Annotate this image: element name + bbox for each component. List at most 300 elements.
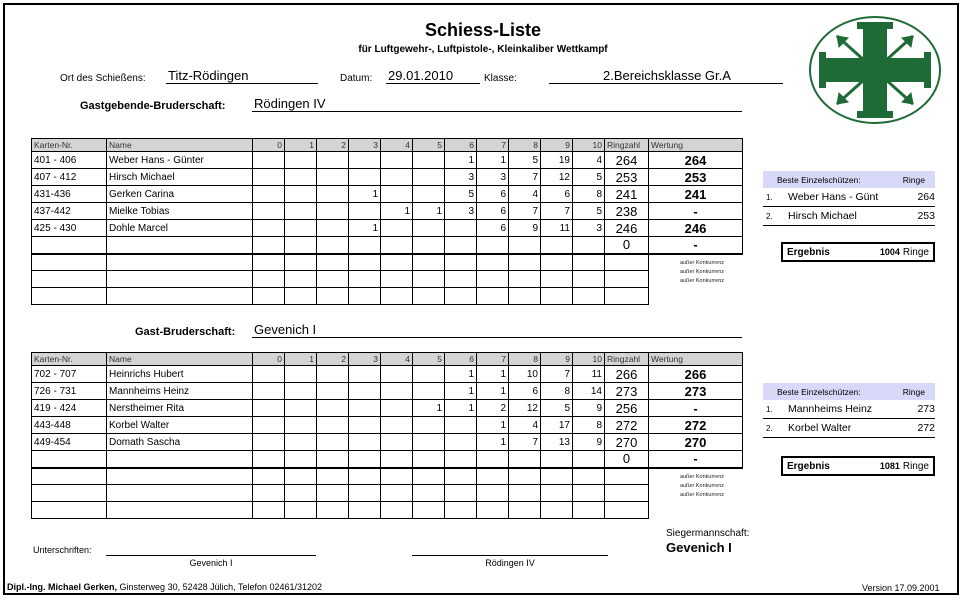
karten-nr-cell[interactable]: 449-454 bbox=[32, 434, 107, 451]
extra-row bbox=[32, 288, 743, 305]
ring-count-cell[interactable] bbox=[349, 152, 381, 169]
ring-count-cell[interactable] bbox=[413, 451, 445, 468]
ring-count-cell[interactable] bbox=[253, 186, 285, 203]
ring-count-cell[interactable]: 6 bbox=[477, 186, 509, 203]
empty-cell[interactable] bbox=[445, 502, 477, 519]
empty-cell[interactable] bbox=[32, 254, 107, 271]
best-entry: 1. Weber Hans - Günt 264 bbox=[763, 188, 935, 207]
ringzahl-cell: 238 bbox=[605, 203, 649, 220]
ring-count-cell[interactable]: 12 bbox=[509, 400, 541, 417]
ring-count-cell[interactable]: 3 bbox=[445, 203, 477, 220]
ring-count-cell[interactable] bbox=[477, 237, 509, 254]
ring-count-cell[interactable]: 3 bbox=[445, 169, 477, 186]
empty-cell[interactable] bbox=[349, 288, 381, 305]
wertung-cell: - bbox=[649, 237, 743, 254]
empty-cell[interactable] bbox=[317, 254, 349, 271]
ausser-konkurrenz-note: außer Konkurrenz außer Konkurrenz außer Konkurrenz bbox=[679, 474, 725, 498]
empty-cell[interactable] bbox=[605, 288, 649, 305]
team1-best-shooters bbox=[763, 171, 935, 226]
extra-row bbox=[32, 254, 743, 271]
empty-cell[interactable] bbox=[317, 485, 349, 502]
ring-count-cell[interactable]: 3 bbox=[573, 220, 605, 237]
empty-cell[interactable] bbox=[509, 502, 541, 519]
team1-name-field[interactable]: Rödingen IV bbox=[252, 96, 742, 112]
ring-count-cell[interactable] bbox=[253, 237, 285, 254]
ring-count-cell[interactable] bbox=[445, 417, 477, 434]
ring-count-cell[interactable] bbox=[509, 237, 541, 254]
table-row bbox=[32, 434, 743, 451]
ring-count-cell[interactable]: 7 bbox=[509, 169, 541, 186]
ring-count-cell[interactable]: 5 bbox=[445, 186, 477, 203]
empty-cell[interactable] bbox=[253, 288, 285, 305]
ring-count-cell[interactable] bbox=[285, 203, 317, 220]
ringzahl-cell: 253 bbox=[605, 169, 649, 186]
ring-count-cell[interactable] bbox=[381, 366, 413, 383]
wertung-cell: 270 bbox=[649, 434, 743, 451]
empty-cell[interactable] bbox=[285, 468, 317, 485]
empty-cell[interactable] bbox=[107, 288, 253, 305]
ring-count-cell[interactable]: 5 bbox=[573, 169, 605, 186]
ring-count-cell[interactable] bbox=[349, 400, 381, 417]
klasse-field[interactable]: 2.Bereichsklasse Gr.A bbox=[549, 68, 783, 84]
wertung-cell: - bbox=[649, 400, 743, 417]
ring-count-cell[interactable]: 5 bbox=[541, 400, 573, 417]
ring-count-cell[interactable] bbox=[317, 220, 349, 237]
empty-cell[interactable] bbox=[509, 485, 541, 502]
empty-cell[interactable] bbox=[381, 468, 413, 485]
empty-cell[interactable] bbox=[541, 288, 573, 305]
ring-count-cell[interactable] bbox=[285, 451, 317, 468]
ring-count-cell[interactable]: 1 bbox=[445, 383, 477, 400]
empty-cell[interactable] bbox=[477, 271, 509, 288]
ring-count-cell[interactable]: 6 bbox=[509, 383, 541, 400]
ring-count-cell[interactable] bbox=[317, 169, 349, 186]
ring-count-cell[interactable]: 13 bbox=[541, 434, 573, 451]
empty-cell[interactable] bbox=[413, 254, 445, 271]
empty-cell[interactable] bbox=[445, 288, 477, 305]
ring-count-cell[interactable] bbox=[573, 237, 605, 254]
ring-count-cell[interactable] bbox=[253, 451, 285, 468]
ring-count-cell[interactable] bbox=[381, 220, 413, 237]
empty-cell[interactable] bbox=[541, 502, 573, 519]
empty-cell[interactable] bbox=[381, 485, 413, 502]
wertung-cell: 266 bbox=[649, 366, 743, 383]
empty-cell[interactable] bbox=[32, 271, 107, 288]
empty-cell[interactable] bbox=[285, 288, 317, 305]
page-title: Schiess-Liste bbox=[424, 20, 542, 40]
ring-count-cell[interactable] bbox=[253, 366, 285, 383]
footer-address: Ginsterweg 30, 52428 Jülich, Telefon 02461/31202 bbox=[119, 582, 323, 592]
column-header: Ringzahl bbox=[605, 353, 649, 366]
ring-count-cell[interactable] bbox=[253, 152, 285, 169]
name-cell[interactable]: Domath Sascha bbox=[107, 434, 253, 451]
ring-count-cell[interactable] bbox=[285, 366, 317, 383]
empty-cell[interactable] bbox=[477, 502, 509, 519]
name-cell[interactable]: Heinrichs Hubert bbox=[107, 366, 253, 383]
karten-nr-cell[interactable] bbox=[32, 451, 107, 468]
karten-nr-cell[interactable]: 401 - 406 bbox=[32, 152, 107, 169]
column-header: Karten-Nr. bbox=[32, 353, 107, 366]
ring-count-cell[interactable] bbox=[381, 417, 413, 434]
team2-score-table bbox=[31, 352, 743, 519]
karten-nr-cell[interactable]: 407 - 412 bbox=[32, 169, 107, 186]
ring-count-cell[interactable] bbox=[285, 152, 317, 169]
column-header: 4 bbox=[381, 353, 413, 366]
karten-nr-cell[interactable]: 702 - 707 bbox=[32, 366, 107, 383]
ring-count-cell[interactable] bbox=[413, 417, 445, 434]
column-header: 2 bbox=[317, 139, 349, 152]
empty-cell[interactable] bbox=[509, 254, 541, 271]
ring-count-cell[interactable]: 1 bbox=[477, 383, 509, 400]
empty-cell[interactable] bbox=[381, 502, 413, 519]
empty-cell[interactable] bbox=[107, 271, 253, 288]
ring-count-cell[interactable]: 1 bbox=[445, 400, 477, 417]
ring-count-cell[interactable] bbox=[317, 237, 349, 254]
ring-count-cell[interactable]: 7 bbox=[541, 203, 573, 220]
karten-nr-cell[interactable]: 443-448 bbox=[32, 417, 107, 434]
empty-cell[interactable] bbox=[32, 288, 107, 305]
column-header: 5 bbox=[413, 353, 445, 366]
ring-count-cell[interactable]: 8 bbox=[573, 186, 605, 203]
empty-cell[interactable] bbox=[107, 254, 253, 271]
name-cell[interactable] bbox=[107, 451, 253, 468]
empty-cell[interactable] bbox=[253, 468, 285, 485]
empty-cell[interactable] bbox=[445, 254, 477, 271]
ringzahl-cell: 256 bbox=[605, 400, 649, 417]
ring-count-cell[interactable] bbox=[413, 152, 445, 169]
ring-count-cell[interactable] bbox=[317, 417, 349, 434]
empty-cell[interactable] bbox=[605, 254, 649, 271]
empty-cell[interactable] bbox=[349, 502, 381, 519]
empty-cell[interactable] bbox=[32, 468, 107, 485]
empty-cell[interactable] bbox=[445, 271, 477, 288]
ringzahl-cell: 272 bbox=[605, 417, 649, 434]
ring-count-cell[interactable] bbox=[413, 237, 445, 254]
team2-name-field[interactable]: Gevenich I bbox=[252, 322, 742, 338]
empty-cell[interactable] bbox=[605, 468, 649, 485]
ring-count-cell[interactable] bbox=[445, 237, 477, 254]
empty-cell[interactable] bbox=[317, 468, 349, 485]
empty-cell[interactable] bbox=[317, 288, 349, 305]
ring-count-cell[interactable]: 9 bbox=[573, 400, 605, 417]
ring-count-cell[interactable] bbox=[349, 237, 381, 254]
ring-count-cell[interactable]: 6 bbox=[477, 220, 509, 237]
ring-count-cell[interactable] bbox=[349, 417, 381, 434]
ring-count-cell[interactable] bbox=[253, 203, 285, 220]
column-header: 5 bbox=[413, 139, 445, 152]
empty-cell[interactable] bbox=[317, 271, 349, 288]
empty-cell[interactable] bbox=[477, 468, 509, 485]
ring-count-cell[interactable] bbox=[285, 434, 317, 451]
empty-cell[interactable] bbox=[605, 271, 649, 288]
empty-cell bbox=[649, 288, 743, 305]
best-header: Beste Einzelschützen: Ringe bbox=[763, 171, 935, 188]
ring-count-cell[interactable] bbox=[317, 400, 349, 417]
best-entry: 2. Hirsch Michael 253 bbox=[763, 207, 935, 226]
ring-count-cell[interactable] bbox=[413, 383, 445, 400]
ring-count-cell[interactable] bbox=[349, 383, 381, 400]
table-row bbox=[32, 203, 743, 220]
ringzahl-cell: 0 bbox=[605, 237, 649, 254]
ringzahl-cell: 270 bbox=[605, 434, 649, 451]
ring-count-cell[interactable] bbox=[413, 169, 445, 186]
ring-count-cell[interactable] bbox=[285, 400, 317, 417]
empty-cell[interactable] bbox=[107, 485, 253, 502]
empty-cell[interactable] bbox=[253, 254, 285, 271]
karten-nr-cell[interactable]: 425 - 430 bbox=[32, 220, 107, 237]
ring-count-cell[interactable]: 2 bbox=[477, 400, 509, 417]
wertung-cell: 241 bbox=[649, 186, 743, 203]
ring-count-cell[interactable] bbox=[285, 169, 317, 186]
ring-count-cell[interactable]: 1 bbox=[349, 186, 381, 203]
karten-nr-cell[interactable]: 437-442 bbox=[32, 203, 107, 220]
ring-count-cell[interactable]: 14 bbox=[573, 383, 605, 400]
wertung-cell: 253 bbox=[649, 169, 743, 186]
ring-count-cell[interactable]: 5 bbox=[509, 152, 541, 169]
ring-count-cell[interactable]: 7 bbox=[509, 203, 541, 220]
ring-count-cell[interactable]: 17 bbox=[541, 417, 573, 434]
ring-count-cell[interactable]: 6 bbox=[477, 203, 509, 220]
ring-count-cell[interactable] bbox=[381, 237, 413, 254]
ring-count-cell[interactable] bbox=[413, 220, 445, 237]
ring-count-cell[interactable] bbox=[317, 451, 349, 468]
ring-count-cell[interactable] bbox=[253, 169, 285, 186]
empty-cell[interactable] bbox=[573, 485, 605, 502]
ring-count-cell[interactable]: 3 bbox=[477, 169, 509, 186]
ring-count-cell[interactable]: 7 bbox=[541, 366, 573, 383]
empty-cell[interactable] bbox=[381, 288, 413, 305]
empty-cell[interactable] bbox=[605, 485, 649, 502]
empty-cell[interactable] bbox=[253, 271, 285, 288]
empty-cell[interactable] bbox=[541, 271, 573, 288]
ring-count-cell[interactable] bbox=[349, 366, 381, 383]
name-cell[interactable] bbox=[107, 237, 253, 254]
ring-count-cell[interactable]: 11 bbox=[573, 366, 605, 383]
empty-cell[interactable] bbox=[573, 288, 605, 305]
ring-count-cell[interactable]: 4 bbox=[509, 186, 541, 203]
wertung-cell: 272 bbox=[649, 417, 743, 434]
column-header: 7 bbox=[477, 353, 509, 366]
ring-count-cell[interactable] bbox=[413, 366, 445, 383]
ring-count-cell[interactable] bbox=[253, 383, 285, 400]
empty-cell bbox=[649, 502, 743, 519]
empty-cell[interactable] bbox=[285, 254, 317, 271]
empty-cell[interactable] bbox=[285, 271, 317, 288]
name-cell[interactable]: Mannheims Heinz bbox=[107, 383, 253, 400]
column-header: 2 bbox=[317, 353, 349, 366]
ring-count-cell[interactable]: 1 bbox=[381, 203, 413, 220]
best-entry: 1. Mannheims Heinz 273 bbox=[763, 400, 935, 419]
empty-cell[interactable] bbox=[573, 468, 605, 485]
table-row bbox=[32, 169, 743, 186]
empty-cell[interactable] bbox=[413, 271, 445, 288]
empty-cell[interactable] bbox=[349, 468, 381, 485]
ringzahl-cell: 264 bbox=[605, 152, 649, 169]
name-cell[interactable]: Hirsch Michael bbox=[107, 169, 253, 186]
ring-count-cell[interactable] bbox=[317, 152, 349, 169]
column-header: 0 bbox=[253, 353, 285, 366]
empty-cell[interactable] bbox=[413, 468, 445, 485]
ringzahl-cell: 246 bbox=[605, 220, 649, 237]
column-header: Wertung bbox=[649, 353, 743, 366]
ring-count-cell[interactable]: 1 bbox=[477, 152, 509, 169]
ring-count-cell[interactable] bbox=[349, 451, 381, 468]
ring-count-cell[interactable] bbox=[285, 237, 317, 254]
ring-count-cell[interactable]: 9 bbox=[573, 434, 605, 451]
column-header: 10 bbox=[573, 139, 605, 152]
empty-cell[interactable] bbox=[317, 502, 349, 519]
ring-count-cell[interactable]: 1 bbox=[477, 417, 509, 434]
empty-cell[interactable] bbox=[573, 271, 605, 288]
empty-cell[interactable] bbox=[541, 254, 573, 271]
empty-cell[interactable] bbox=[573, 502, 605, 519]
ring-count-cell[interactable] bbox=[317, 366, 349, 383]
ring-count-cell[interactable] bbox=[317, 186, 349, 203]
ring-count-cell[interactable]: 8 bbox=[541, 383, 573, 400]
column-header: 1 bbox=[285, 139, 317, 152]
ring-count-cell[interactable]: 1 bbox=[413, 203, 445, 220]
ring-count-cell[interactable]: 12 bbox=[541, 169, 573, 186]
empty-cell[interactable] bbox=[107, 502, 253, 519]
datum-field[interactable]: 29.01.2010 bbox=[386, 68, 480, 84]
empty-cell[interactable] bbox=[253, 485, 285, 502]
name-cell[interactable]: Dohle Marcel bbox=[107, 220, 253, 237]
empty-cell[interactable] bbox=[381, 271, 413, 288]
empty-cell[interactable] bbox=[509, 468, 541, 485]
empty-cell[interactable] bbox=[32, 502, 107, 519]
ring-count-cell[interactable] bbox=[285, 417, 317, 434]
ring-count-cell[interactable] bbox=[445, 434, 477, 451]
ring-count-cell[interactable] bbox=[477, 451, 509, 468]
ring-count-cell[interactable] bbox=[541, 451, 573, 468]
empty-cell[interactable] bbox=[32, 485, 107, 502]
ring-count-cell[interactable]: 6 bbox=[541, 186, 573, 203]
empty-cell[interactable] bbox=[445, 468, 477, 485]
klasse-label: Klasse: bbox=[484, 73, 517, 84]
ring-count-cell[interactable] bbox=[349, 203, 381, 220]
empty-cell[interactable] bbox=[381, 254, 413, 271]
ring-count-cell[interactable] bbox=[253, 400, 285, 417]
signature-line-left[interactable]: Gevenich I bbox=[106, 555, 316, 568]
name-cell[interactable]: Nerstheimer Rita bbox=[107, 400, 253, 417]
ring-count-cell[interactable] bbox=[381, 383, 413, 400]
ring-count-cell[interactable] bbox=[317, 203, 349, 220]
name-cell[interactable]: Gerken Carina bbox=[107, 186, 253, 203]
sieger-label: Siegermannschaft: bbox=[666, 528, 750, 539]
ring-count-cell[interactable]: 7 bbox=[509, 434, 541, 451]
column-header: Karten-Nr. bbox=[32, 139, 107, 152]
ring-count-cell[interactable] bbox=[349, 169, 381, 186]
ring-count-cell[interactable]: 1 bbox=[477, 434, 509, 451]
name-cell[interactable]: Weber Hans - Günter bbox=[107, 152, 253, 169]
table-row bbox=[32, 186, 743, 203]
ring-count-cell[interactable] bbox=[381, 169, 413, 186]
ring-count-cell[interactable] bbox=[253, 434, 285, 451]
empty-cell[interactable] bbox=[349, 254, 381, 271]
empty-cell[interactable] bbox=[413, 288, 445, 305]
empty-cell[interactable] bbox=[541, 468, 573, 485]
ring-count-cell[interactable]: 4 bbox=[573, 152, 605, 169]
ring-count-cell[interactable] bbox=[381, 152, 413, 169]
ring-count-cell[interactable]: 9 bbox=[509, 220, 541, 237]
empty-cell[interactable] bbox=[285, 485, 317, 502]
datum-label: Datum: bbox=[340, 73, 373, 84]
karten-nr-cell[interactable]: 431-436 bbox=[32, 186, 107, 203]
karten-nr-cell[interactable]: 726 - 731 bbox=[32, 383, 107, 400]
ring-count-cell[interactable] bbox=[317, 383, 349, 400]
ring-count-cell[interactable] bbox=[445, 220, 477, 237]
karten-nr-cell[interactable]: 419 - 424 bbox=[32, 400, 107, 417]
empty-cell[interactable] bbox=[285, 502, 317, 519]
ring-count-cell[interactable]: 4 bbox=[509, 417, 541, 434]
empty-cell[interactable] bbox=[349, 485, 381, 502]
name-cell[interactable]: Korbel Walter bbox=[107, 417, 253, 434]
empty-cell[interactable] bbox=[509, 271, 541, 288]
ring-count-cell[interactable] bbox=[317, 434, 349, 451]
column-header: 7 bbox=[477, 139, 509, 152]
ring-count-cell[interactable] bbox=[253, 220, 285, 237]
ring-count-cell[interactable] bbox=[573, 451, 605, 468]
ring-count-cell[interactable] bbox=[381, 451, 413, 468]
empty-cell[interactable] bbox=[413, 502, 445, 519]
ring-count-cell[interactable] bbox=[445, 451, 477, 468]
empty-cell[interactable] bbox=[605, 502, 649, 519]
ring-count-cell[interactable]: 1 bbox=[445, 152, 477, 169]
ring-count-cell[interactable]: 1 bbox=[349, 220, 381, 237]
empty-cell[interactable] bbox=[349, 271, 381, 288]
empty-cell[interactable] bbox=[477, 485, 509, 502]
empty-cell[interactable] bbox=[253, 502, 285, 519]
ring-count-cell[interactable]: 8 bbox=[573, 417, 605, 434]
ring-count-cell[interactable]: 1 bbox=[477, 366, 509, 383]
ring-count-cell[interactable]: 1 bbox=[413, 400, 445, 417]
ring-count-cell[interactable] bbox=[509, 451, 541, 468]
column-header: 8 bbox=[509, 353, 541, 366]
ring-count-cell[interactable]: 10 bbox=[509, 366, 541, 383]
ring-count-cell[interactable]: 1 bbox=[445, 366, 477, 383]
ring-count-cell[interactable] bbox=[381, 434, 413, 451]
ring-count-cell[interactable] bbox=[381, 400, 413, 417]
ring-count-cell[interactable] bbox=[285, 383, 317, 400]
ring-count-cell[interactable] bbox=[285, 186, 317, 203]
ring-count-cell[interactable] bbox=[413, 434, 445, 451]
ring-count-cell[interactable] bbox=[381, 186, 413, 203]
empty-cell[interactable] bbox=[107, 468, 253, 485]
ring-count-cell[interactable] bbox=[285, 220, 317, 237]
ring-count-cell[interactable]: 5 bbox=[573, 203, 605, 220]
ring-count-cell[interactable]: 19 bbox=[541, 152, 573, 169]
empty-cell[interactable] bbox=[477, 288, 509, 305]
ring-count-cell[interactable] bbox=[541, 237, 573, 254]
ring-count-cell[interactable] bbox=[253, 417, 285, 434]
ort-field[interactable]: Titz-Rödingen bbox=[166, 68, 318, 84]
empty-cell[interactable] bbox=[413, 485, 445, 502]
empty-cell[interactable] bbox=[541, 485, 573, 502]
extra-row bbox=[32, 502, 743, 519]
empty-cell[interactable] bbox=[445, 485, 477, 502]
signature-line-right[interactable]: Rödingen IV bbox=[412, 555, 608, 568]
name-cell[interactable]: Mielke Tobias bbox=[107, 203, 253, 220]
empty-cell[interactable] bbox=[573, 254, 605, 271]
team1-score-table bbox=[31, 138, 743, 305]
table-row bbox=[32, 152, 743, 169]
ring-count-cell[interactable] bbox=[349, 434, 381, 451]
karten-nr-cell[interactable] bbox=[32, 237, 107, 254]
empty-cell[interactable] bbox=[477, 254, 509, 271]
empty-cell[interactable] bbox=[509, 288, 541, 305]
ring-count-cell[interactable] bbox=[413, 186, 445, 203]
ring-count-cell[interactable]: 11 bbox=[541, 220, 573, 237]
